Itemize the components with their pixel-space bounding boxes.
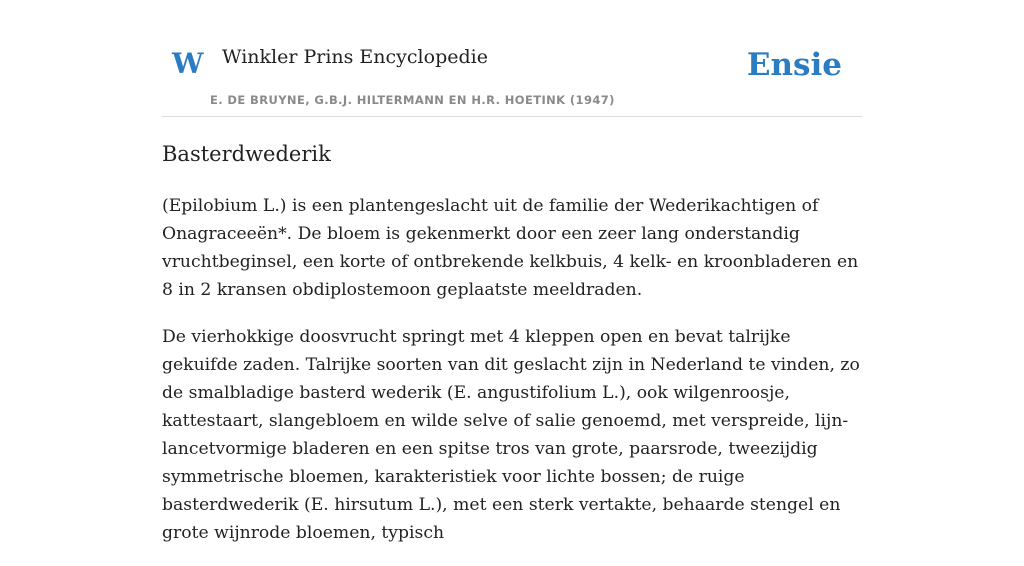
publication-authors: E. DE BRUYNE, G.B.J. HILTERMANN EN H.R. HOETINK (1947) <box>210 93 615 107</box>
article <box>162 138 862 566</box>
publication-logo[interactable]: W <box>172 47 204 80</box>
site-brand-link[interactable]: Ensie <box>746 47 842 83</box>
article-title: Basterdwederik <box>162 142 331 166</box>
site-header <box>162 30 862 117</box>
article-paragraph: (Epilobium L.) is een plantengeslacht uit de familie der Wederikachtigen of Onagraceeën*. De bloem is gekenmerkt door een zeer lang onderstandig vruchtbeginsel, een korte of ontbrekende kelkbuis, 4 kelk- en kroonbladeren en 8 in 2 kransen obdiplostemoon geplaatste meeldraden. <box>162 196 859 300</box>
publication-title[interactable]: Winkler Prins Encyclopedie <box>222 46 488 68</box>
article-paragraph: De vierhokkige doosvrucht springt met 4 kleppen open en bevat talrijke gekuifde zaden. Talrijke soorten van dit geslacht zijn in Nederland te vinden, zo de smalbladige basterd wederik (E. angustifolium L.), ook wilgenroosje, kattestaart, slangebloem en wilde selve of salie genoemd, met verspreide, lijn-lancetvormige bladeren en een spitse tros van grote, paarsrode, tweezijdig symmetrische bloemen, karakteristiek voor lichte bossen; de ruige basterdwederik (E. hirsutum L.), met een sterk vertakte, behaarde stengel en grote wijnrode bloemen, typisch <box>162 327 860 543</box>
